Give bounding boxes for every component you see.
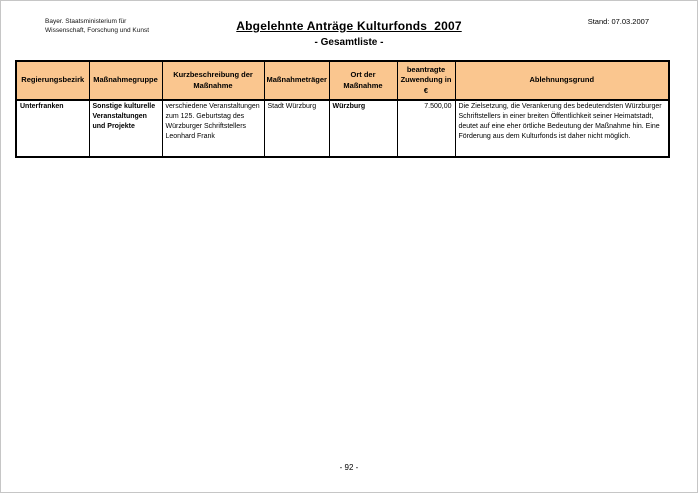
column-header-massnahmegruppe: Maßnahmegruppe	[89, 61, 162, 100]
column-header-zuwendung: beantragte Zuwendung in €	[397, 61, 455, 100]
column-header-massnahmetraeger: Maßnahmeträger	[264, 61, 329, 100]
column-header-ort: Ort der Maßnahme	[329, 61, 397, 100]
column-header-regierungsbezirk: Regierungsbezirk	[16, 61, 89, 100]
page-title: Abgelehnte Anträge Kulturfonds 2007	[236, 19, 462, 33]
cell-regierungsbezirk: Unterfranken	[16, 100, 89, 157]
page-number: - 92 -	[339, 463, 359, 472]
cell-massnahmetraeger: Stadt Würzburg	[264, 100, 329, 157]
date-stamp: Stand: 07.03.2007	[587, 17, 649, 26]
page-subtitle: - Gesamtliste -	[314, 37, 384, 48]
cell-massnahmegruppe: Sonstige kulturelle Veranstaltungen und Projekte	[89, 100, 162, 157]
cell-zuwendung: 7.500,00	[397, 100, 455, 157]
column-header-kurzbeschreibung: Kurzbeschreibung der Maßnahme	[162, 61, 264, 100]
ministry-line2: Wissenschaft, Forschung und Kunst	[45, 27, 150, 34]
rejected-applications-table	[15, 60, 670, 158]
cell-kurzbeschreibung: verschiedene Veranstaltungen zum 125. Geburtstag des Würzburger Schriftstellers Leonhard Frank	[162, 100, 264, 157]
ministry-line1: Bayer. Staatsministerium für	[45, 18, 127, 25]
cell-ablehnungsgrund: Die Zielsetzung, die Verankerung des bedeutendsten Würzburger Schriftstellers in einer breiten Öffentlichkeit seiner Heimatstadt, deutet auf eine eher örtliche Bedeutung der Maßnahme hin. Eine Förderung aus dem Kulturfonds ist daher nicht möglich.	[455, 100, 669, 157]
column-header-ablehnungsgrund: Ablehnungsgrund	[455, 61, 669, 100]
table-header-row	[16, 61, 669, 100]
cell-ort: Würzburg	[329, 100, 397, 157]
table-row	[16, 100, 669, 157]
